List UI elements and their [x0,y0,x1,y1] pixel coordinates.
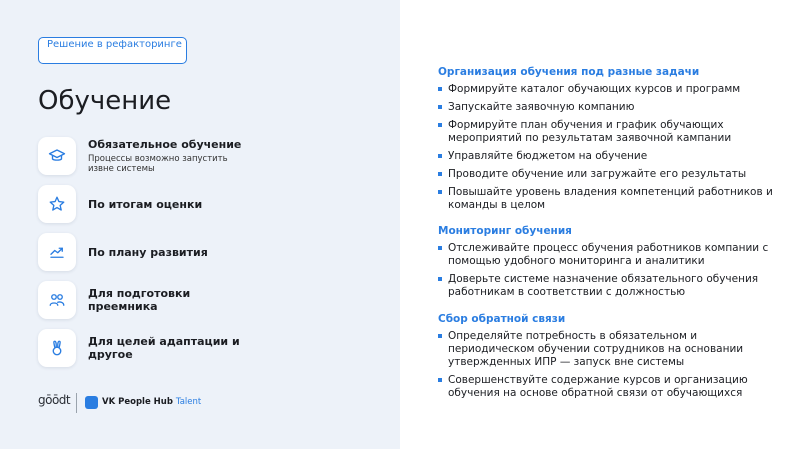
feature-title: Для подготовки преемника [88,287,191,313]
vk-people-hub-logo [102,397,201,407]
list-item: Совершенствуйте содержание курсов и организацию обучения на основе обратной связи от обучающихся [438,374,778,400]
section-heading: Мониторинг обучения [438,225,572,237]
bullet-list [438,330,778,400]
feature-title: По плану развития [88,245,208,259]
status-badge: Решение в рефакторинге [38,37,187,64]
section-feedback [438,313,778,405]
list-item: Доверьте системе назначение обязательного обучения работникам в соответствии с должностью [438,273,778,299]
section-heading: Организация обучения под разные задачи [438,66,700,78]
graduation-cap-icon [38,137,76,175]
feature-item-assessment [38,185,378,223]
list-item: Формируйте план обучения и график обучающих мероприятий по результатам заявочной кампании [438,119,778,145]
users-icon [38,281,76,319]
list-item: Запускайте заявочную компанию [438,101,778,114]
feature-title: По итогам оценки [88,197,203,211]
feature-item-mandatory [38,137,378,175]
bullet-list [438,83,778,212]
star-icon [38,185,76,223]
page-title: Обучение [38,86,172,116]
list-item: Повышайте уровень владения компетенций работников и команды в целом [438,186,778,212]
list-item: Отслеживайте процесс обучения работников компании с помощью удобного мониторинга и аналитики [438,242,778,268]
feature-item-successor [38,281,378,319]
section-organization [438,66,778,217]
goodt-logo: gōōdt [38,393,71,407]
vk-brand-text: VK People Hub [102,397,173,407]
feature-title: Обязательное обучение [88,138,242,151]
feature-subtitle: Процессы возможно запустить извне системы [88,154,228,174]
section-monitoring [438,225,778,304]
logo-divider [76,393,77,413]
list-item: Управляйте бюджетом на обучение [438,150,778,163]
section-heading: Сбор обратной связи [438,313,566,325]
vk-logo-icon [85,396,98,409]
trending-up-icon [38,233,76,271]
feature-item-development-plan [38,233,378,271]
feature-title: Для целей адаптации и другое [88,335,240,361]
rabbit-icon [38,329,76,367]
vk-product-text: Talent [175,397,202,407]
feature-item-adaptation [38,329,378,367]
bullet-list [438,242,778,299]
list-item: Проводите обучение или загружайте его результаты [438,168,778,181]
list-item: Определяйте потребность в обязательном и периодическом обучении сотрудников на основании утвержденных ИПР — запуск вне системы [438,330,778,369]
list-item: Формируйте каталог обучающих курсов и программ [438,83,778,96]
footer-logos [38,393,238,413]
